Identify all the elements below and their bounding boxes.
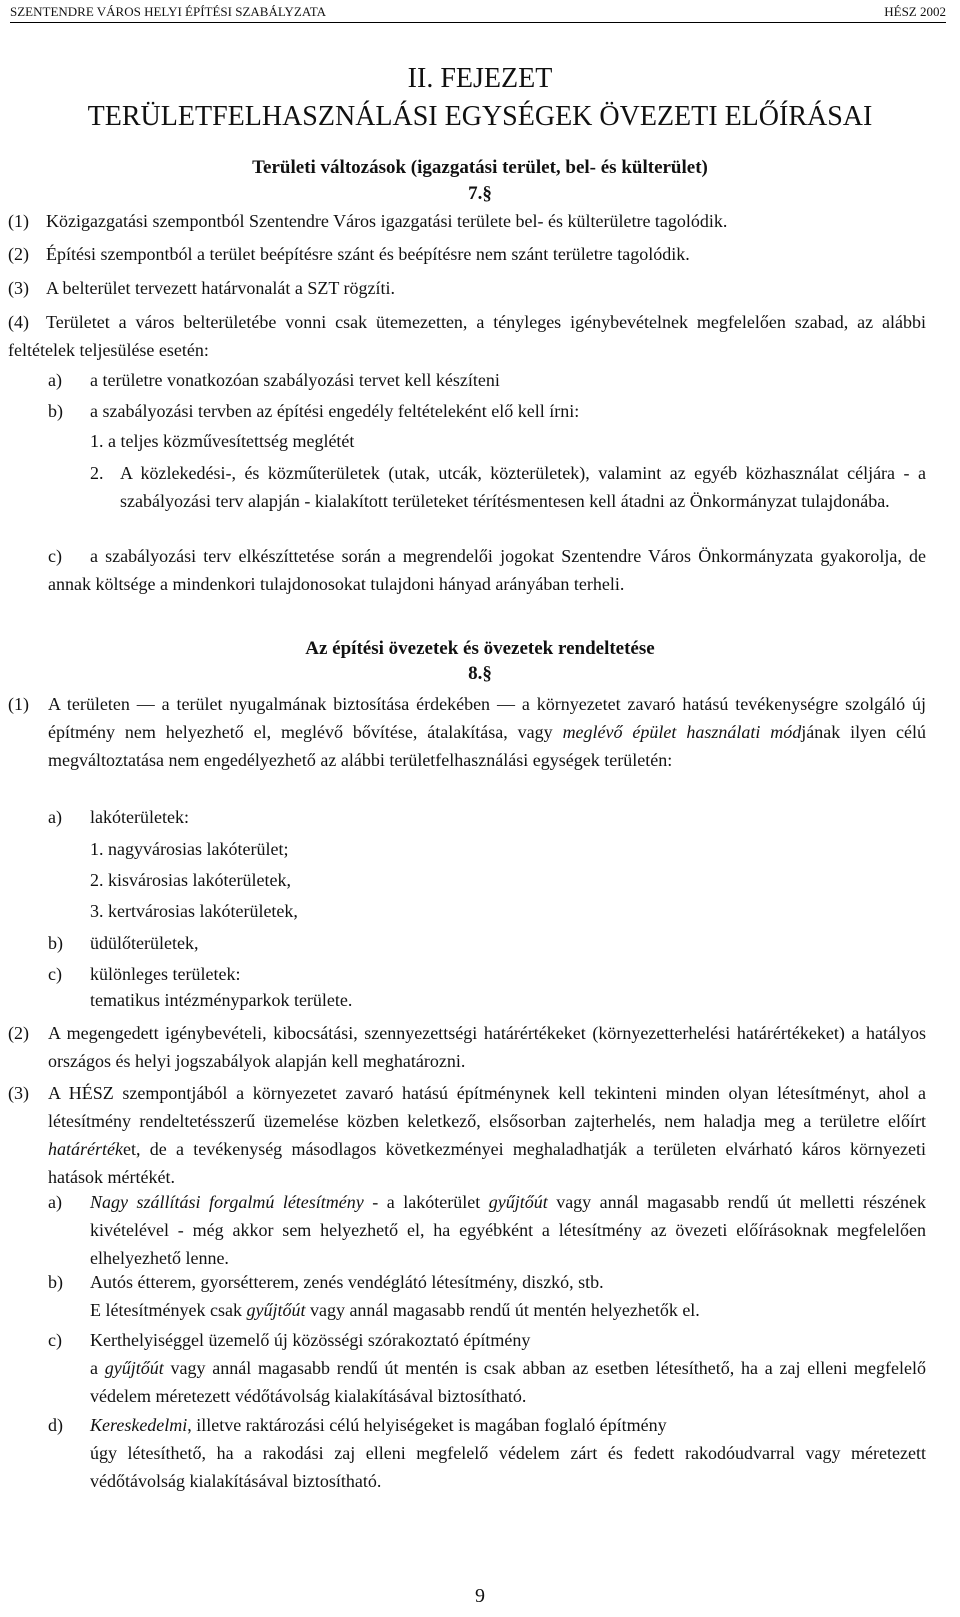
text-run: A HÉSZ szempontjából a környezetet zavaró hatású építménynek kell tekinteni minden olyan létesítményt, ahol a létesítmény rendeltetésszerű üzemelése közben keletkező, elsősorban zajterhelés, nem haladja meg a területre előírt xyxy=(48,1083,926,1131)
section-number-8: 8.§ xyxy=(468,663,492,684)
italic-run: Nagy szállítási forgalmú létesítmény xyxy=(90,1192,364,1212)
list-item-8-3d xyxy=(90,1411,926,1495)
italic-run: Kereskedelmi xyxy=(90,1415,188,1435)
paragraph-7-4-text: Területet a város belterületébe vonni csak ütemezetten, a tényleges igénybevételnek megfelelően szabad, az alábbi feltételek teljesülése esetén: xyxy=(8,312,926,360)
list-item-8-b: üdülőterületek, xyxy=(90,933,199,953)
text-run: et, de a tevékenység másodlagos következményei meghaladhatják a területen elvárható káros környezeti hatások mértékét. xyxy=(48,1139,926,1187)
list-item-8-a2: 2. kisvárosias lakóterületek, xyxy=(90,870,291,890)
italic-run: gyűjtőút xyxy=(104,1358,164,1378)
text-run: jának ilyen célú megváltoztatása nem engedélyezhető az alábbi területfelhasználási egységek területén: xyxy=(48,722,926,770)
italic-run: gyűjtőút xyxy=(488,1192,548,1212)
text-block: úgy létesíthető, ha a rakodási zaj elleni megfelelő védelem zárt és fedett rakodóudvarral vagy méretezett védőtávolság kialakításával biztosítható. xyxy=(90,1443,926,1491)
text-line: Kerthelyiséggel üzemelő új közösségi szórakoztató építmény xyxy=(90,1330,531,1350)
paragraph-label: (2) xyxy=(8,244,29,264)
list-label: c) xyxy=(48,964,62,984)
italic-run: határérték xyxy=(48,1139,123,1159)
italic-run: gyűjtőút xyxy=(246,1300,306,1320)
paragraph-7-3: A belterület tervezett határvonalát a SZT rögzíti. xyxy=(46,278,396,298)
list-label: c) xyxy=(48,546,62,566)
list-item-7-b2: A közlekedési-, és közműterületek (utak, utcák, közterületek), valamint az egyéb közhasználat céljára - a szabályozási terv alapján - kialakított területeket térítésmentesen kell átadni az Önkormányzat tulajdonába. xyxy=(120,463,926,511)
paragraph-label: (4) xyxy=(8,312,29,332)
list-label: b) xyxy=(48,933,63,953)
italic-run: meglévő épület használati mód xyxy=(562,722,802,742)
list-item-7-c xyxy=(48,542,926,598)
list-label: b) xyxy=(48,401,63,421)
page-number: 9 xyxy=(475,1585,485,1607)
paragraph-7-4 xyxy=(8,308,926,364)
text-line xyxy=(90,1411,926,1439)
section-number-7: 7.§ xyxy=(468,183,492,204)
text-run: vagy annál magasabb rendű út melletti részének kivételével - még akkor sem helyezhető el, ha egyébként a létesítmény az övezeti előírásoknak megfelelően elhelyezhető lenne. xyxy=(90,1192,926,1268)
header-left: SZENTENDRE VÁROS HELYI ÉPÍTÉSI SZABÁLYZATA xyxy=(10,4,327,19)
text-run: - a lakóterület xyxy=(363,1192,489,1212)
paragraph-label: (2) xyxy=(8,1023,29,1043)
section-title-8: Az építési övezetek és övezetek rendeltetése xyxy=(305,638,655,659)
text-run: , illetve raktározási célú helyiségeket is magában foglaló építmény xyxy=(187,1415,667,1435)
chapter-number: II. FEJEZET xyxy=(407,63,553,94)
list-label: a) xyxy=(48,370,62,390)
list-label: d) xyxy=(48,1415,63,1435)
list-label: a) xyxy=(48,1192,62,1212)
list-label: 2. xyxy=(90,463,104,483)
header-right: HÉSZ 2002 xyxy=(884,4,946,19)
text-line xyxy=(90,1296,926,1324)
list-item-7-a: a területre vonatkozóan szabályozási tervet kell készíteni xyxy=(90,370,500,390)
chapter-title: TERÜLETFELHASZNÁLÁSI EGYSÉGEK ÖVEZETI ELŐÍRÁSAI xyxy=(87,101,873,132)
paragraph-label: (1) xyxy=(8,694,29,714)
list-item-7-b1: 1. a teljes közművesítettség meglétét xyxy=(90,431,355,451)
list-item-8-c1: tematikus intézményparkok területe. xyxy=(90,990,353,1010)
list-item-8-a: lakóterületek: xyxy=(90,807,189,827)
list-item-8-3b xyxy=(90,1268,926,1324)
list-label: b) xyxy=(48,1272,63,1292)
text-block xyxy=(90,1354,926,1410)
text-line: Autós étterem, gyorsétterem, zenés vendéglátó létesítmény, diszkó, stb. xyxy=(90,1272,604,1292)
list-label: c) xyxy=(48,1330,62,1350)
list-item-8-a1: 1. nagyvárosias lakóterület; xyxy=(90,839,289,859)
list-item-8-c: különleges területek: xyxy=(90,964,241,984)
paragraph-8-1 xyxy=(48,690,926,774)
text-run: A területen — a terület nyugalmának biztosítása érdekében — a környezetet zavaró hatású tevékenységre szolgáló új építmény nem helyezhető el, meglévő bővítése, átalakítása, vagy xyxy=(48,694,926,742)
text-run: vagy annál magasabb rendű út mentén is csak abban az esetben létesíthető, ha a zaj elleni megfelelő védelem méretezett védőtávolság kialakításával biztosítható. xyxy=(90,1358,926,1406)
paragraph-8-3 xyxy=(48,1079,926,1191)
list-item-8-3c xyxy=(90,1326,926,1410)
list-item-8-a3: 3. kertvárosias lakóterületek, xyxy=(90,901,298,921)
paragraph-label: (3) xyxy=(8,1083,29,1103)
text-run: vagy annál magasabb rendű út mentén helyezhetők el. xyxy=(305,1300,700,1320)
list-item-7-b: a szabályozási tervben az építési engedély feltételeként elő kell írni: xyxy=(90,401,580,421)
list-item-8-3a xyxy=(90,1188,926,1272)
paragraph-label: (1) xyxy=(8,211,29,231)
text-run: E létesítmények csak xyxy=(90,1300,247,1320)
list-label: a) xyxy=(48,807,62,827)
paragraph-7-2: Építési szempontból a terület beépítésre szánt és beépítésre nem szánt területre tagolódik. xyxy=(46,244,690,264)
list-item-7-c-text: a szabályozási terv elkészíttetése során a megrendelői jogokat Szentendre Város Önkormányzata gyakorolja, de annak költsége a mindenkori tulajdonosokat tulajdoni hányad arányában terheli. xyxy=(48,546,926,594)
section-title-7: Területi változások (igazgatási terület, bel- és külterület) xyxy=(252,157,708,178)
paragraph-7-1: Közigazgatási szempontból Szentendre Város igazgatási területe bel- és külterületre tagolódik. xyxy=(46,211,728,231)
paragraph-label: (3) xyxy=(8,278,29,298)
paragraph-8-2: A megengedett igénybevételi, kibocsátási, szennyezettségi határértékeket (környezetterhelési határértékeket) a hatályos országos és helyi jogszabályok alapján kell meghatározni. xyxy=(48,1023,926,1071)
running-header xyxy=(10,4,946,23)
text-run: a xyxy=(90,1358,105,1378)
